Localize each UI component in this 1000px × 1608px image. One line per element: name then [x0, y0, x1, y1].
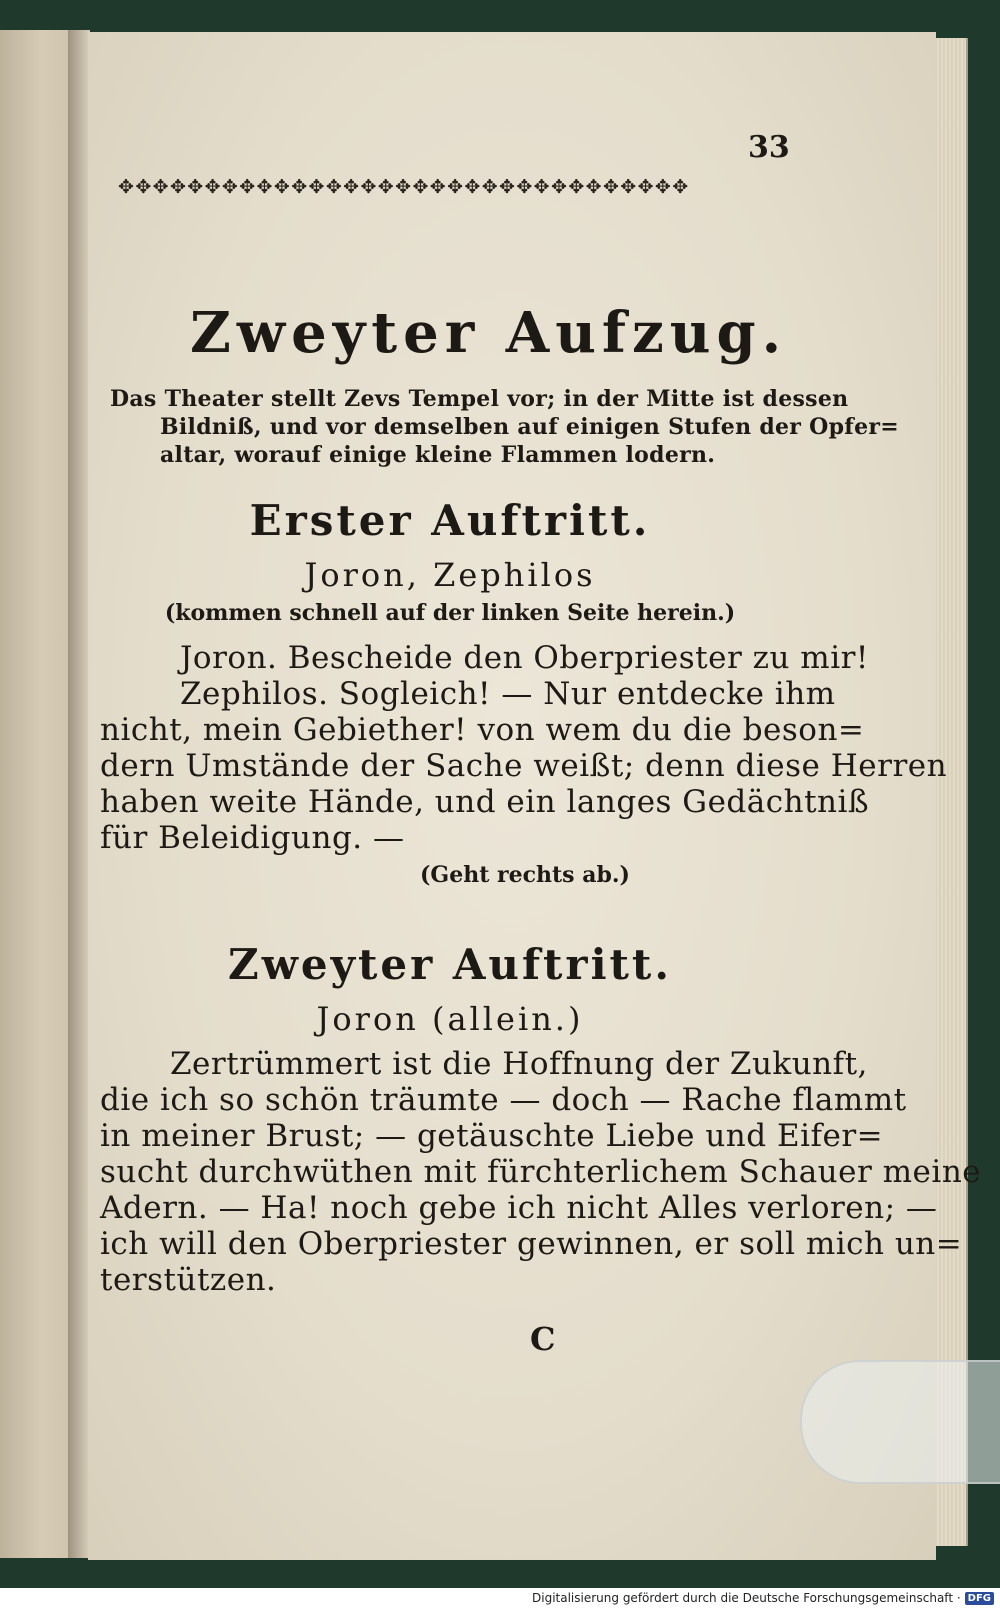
page-number: 33 [748, 130, 790, 165]
dialogue-line: für Beleidigung. — [100, 820, 405, 856]
funding-text: Digitalisierung gefördert durch die Deutsche Forschungsgemeinschaft · [532, 1591, 961, 1605]
scene1-exit-direction: (Geht rechts ab.) [420, 862, 630, 888]
scene2-characters: Joron (allein.) [316, 1000, 584, 1038]
book-gutter [68, 30, 90, 1558]
dialogue-line: haben weite Hände, und ein langes Gedächtniß [100, 784, 870, 820]
dialogue-line: Zephilos. Sogleich! — Nur entdecke ihm [180, 676, 836, 712]
funding-footer [532, 1590, 994, 1606]
monologue-line: sucht durchwüthen mit fürchterlichem Schauer meine [100, 1154, 982, 1190]
dfg-logo: DFG [965, 1592, 994, 1605]
stage-description-line: altar, worauf einige kleine Flammen lodern. [160, 442, 716, 468]
monologue-line: terstützen. [100, 1262, 277, 1298]
catchword: C [530, 1320, 556, 1358]
scene2-title: Zweyter Auftritt. [228, 940, 672, 989]
ornament-rule: ✥✥✥✥✥✥✥✥✥✥✥✥✥✥✥✥✥✥✥✥✥✥✥✥✥✥✥✥✥✥✥✥✥ [118, 176, 690, 198]
monologue-line: Zertrümmert ist die Hoffnung der Zukunft, [170, 1046, 868, 1082]
scene1-characters: Joron, Zephilos [304, 556, 596, 594]
stage-description-line: Das Theater stellt Zevs Tempel vor; in der Mitte ist dessen [110, 386, 849, 412]
scene1-stage-direction: (kommen schnell auf der linken Seite herein.) [164, 600, 736, 626]
glass-weight-reflection [800, 1360, 1000, 1484]
scene1-title: Erster Auftritt. [249, 496, 651, 545]
act-title: Zweyter Aufzug. [190, 300, 788, 366]
dialogue-line: dern Umstände der Sache weißt; denn diese Herren [100, 748, 948, 784]
monologue-line: die ich so schön träumte — doch — Rache flammt [100, 1082, 907, 1118]
monologue-line: in meiner Brust; — getäuschte Liebe und Eifer= [100, 1118, 884, 1154]
left-page-edge [0, 30, 73, 1558]
monologue-line: Adern. — Ha! noch gebe ich nicht Alles verloren; — [100, 1190, 938, 1226]
dialogue-line: nicht, mein Gebiether! von wem du die beson= [100, 712, 865, 748]
dialogue-line: Joron. Bescheide den Oberpriester zu mir! [180, 640, 869, 676]
monologue-line: ich will den Oberpriester gewinnen, er soll mich un= [100, 1226, 963, 1262]
stage-description-line: Bildniß, und vor demselben auf einigen Stufen der Opfer= [160, 414, 899, 440]
